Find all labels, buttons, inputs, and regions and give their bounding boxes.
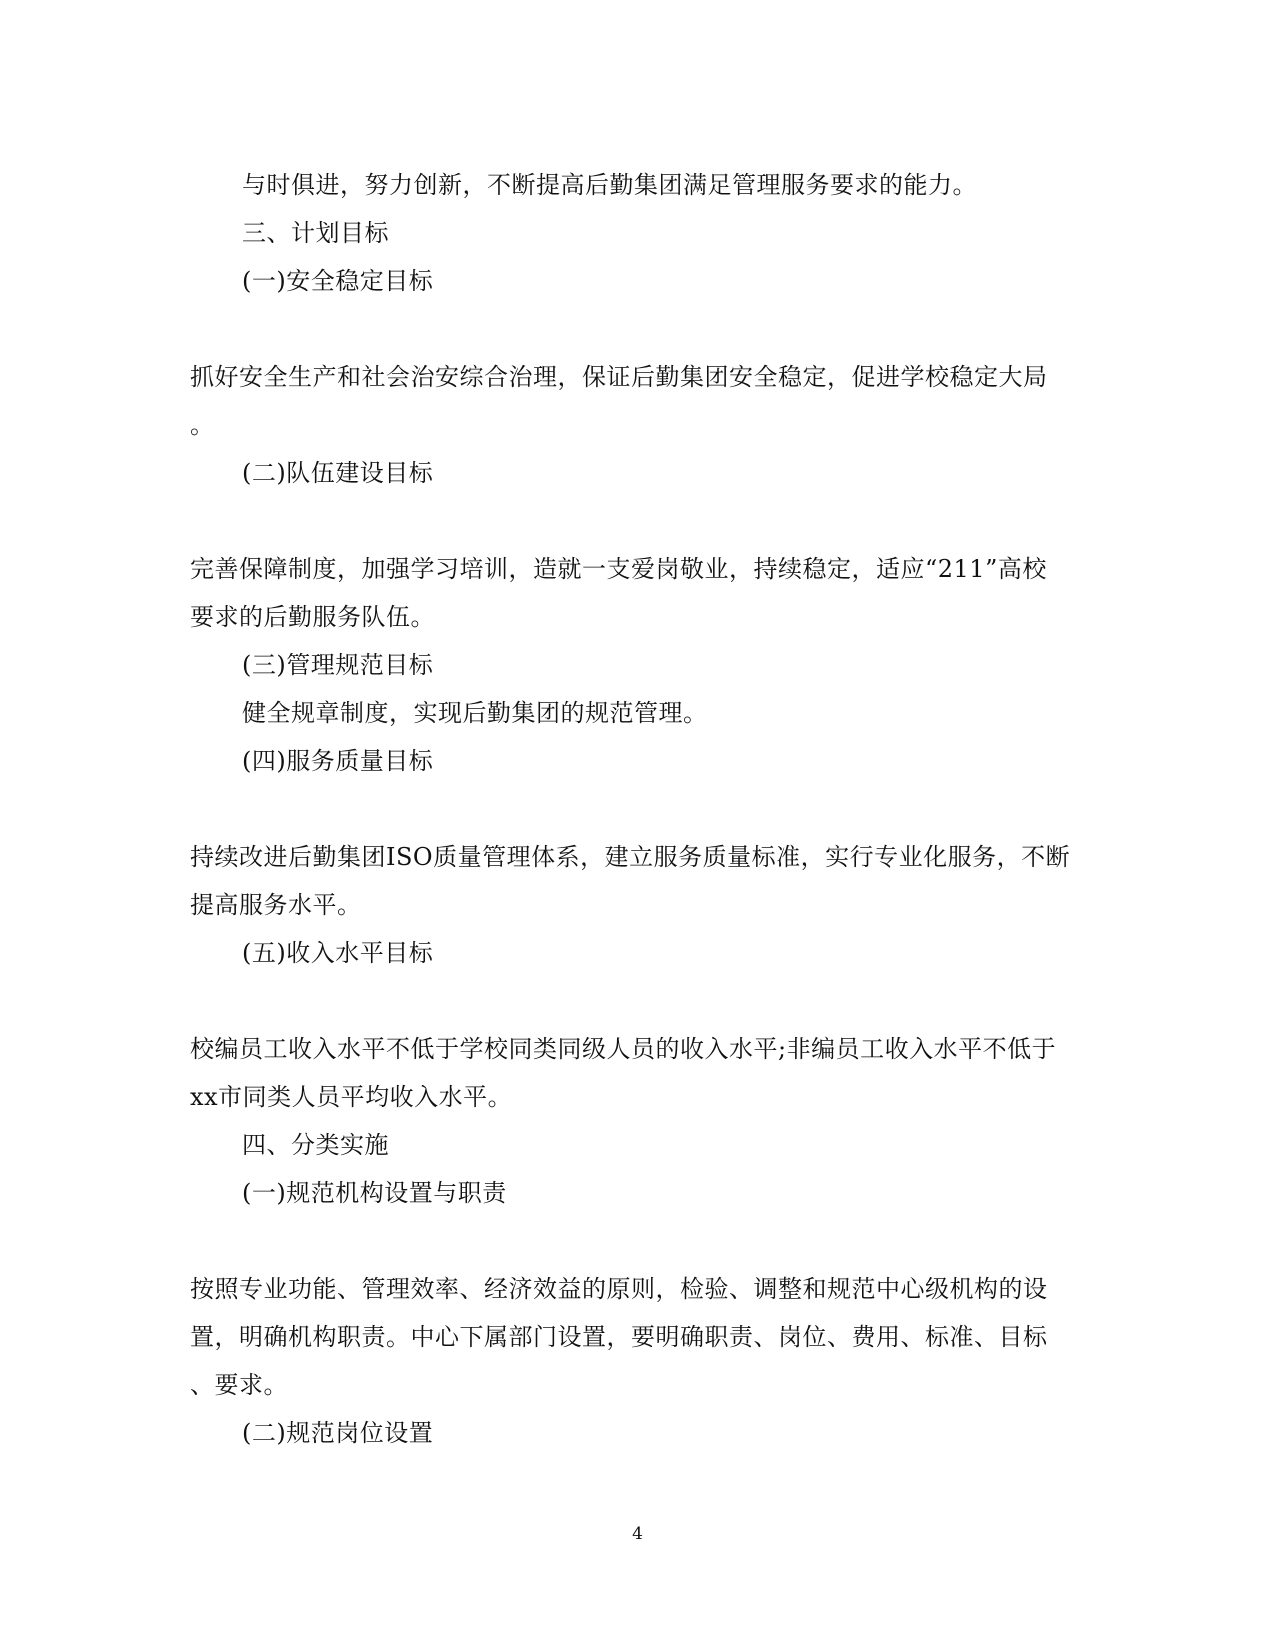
paragraph-line: xx市同类人员平均收入水平。: [190, 1083, 513, 1111]
section-heading: 三、计划目标: [242, 219, 389, 247]
page-number: 4: [632, 1524, 643, 1544]
paragraph-line: 持续改进后勤集团ISO质量管理体系，建立服务质量标准，实行专业化服务，不断: [190, 843, 1071, 871]
subsection-heading: (五)收入水平目标: [242, 939, 434, 967]
paragraph-line: 要求的后勤服务队伍。: [190, 603, 435, 631]
paragraph-line: 按照专业功能、管理效率、经济效益的原则，检验、调整和规范中心级机构的设: [190, 1275, 1048, 1303]
section-heading: 四、分类实施: [242, 1131, 389, 1159]
paragraph-line: 。: [190, 411, 215, 439]
paragraph-line: 与时俱进，努力创新，不断提高后勤集团满足管理服务要求的能力。: [242, 171, 977, 199]
paragraph-line: 、要求。: [190, 1371, 288, 1399]
paragraph-line: 抓好安全生产和社会治安综合治理，保证后勤集团安全稳定，促进学校稳定大局: [190, 363, 1048, 391]
paragraph-line: 健全规章制度，实现后勤集团的规范管理。: [242, 699, 708, 727]
paragraph-line: 置，明确机构职责。中心下属部门设置，要明确职责、岗位、费用、标准、目标: [190, 1323, 1048, 1351]
subsection-heading: (二)队伍建设目标: [242, 459, 434, 487]
paragraph-line: 提高服务水平。: [190, 891, 362, 919]
subsection-heading: (一)规范机构设置与职责: [242, 1179, 507, 1207]
paragraph-line: 完善保障制度，加强学习培训，造就一支爱岗敬业，持续稳定，适应“211”高校: [190, 555, 1047, 583]
subsection-heading: (一)安全稳定目标: [242, 267, 434, 295]
subsection-heading: (二)规范岗位设置: [242, 1419, 434, 1447]
paragraph-line: 校编员工收入水平不低于学校同类同级人员的收入水平;非编员工收入水平不低于: [190, 1035, 1057, 1063]
subsection-heading: (四)服务质量目标: [242, 747, 434, 775]
subsection-heading: (三)管理规范目标: [242, 651, 434, 679]
